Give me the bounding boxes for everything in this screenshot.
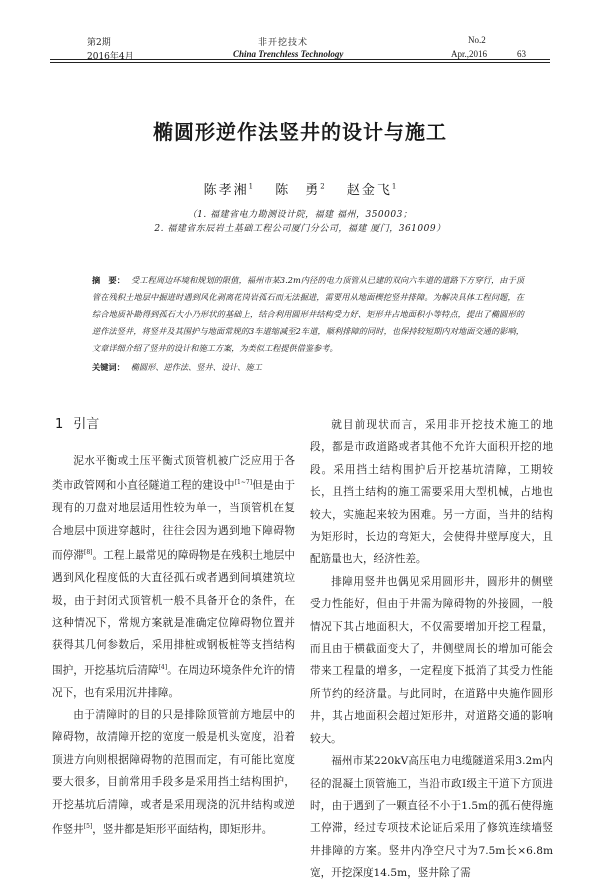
paragraph: 排障用竖井也偶见采用圆形井，圆形井的侧壁受力性能好，但由于井需为障碍物的外接圆，一般情况下其占地面积大，不仅需要增加开挖工程量，而且由于横截面变大了，井侧壁周长的增加可能会带来工程量的增多，一定程度下抵消了其受力性能所节约的经济量。与此同时，在道路中央施作圆形井，其占地面积会超过矩形井，对道路交通的影响较大。 — [310, 575, 553, 745]
citation: [1~7] — [234, 479, 253, 487]
paragraph: 就目前现状而言，采用非开挖技术施工的地段，都是市政道路或者其他不允许大面积开挖的地段。采用挡土结构围护后开挖基坑清障，工期较长，且挡土结构的施工需要采用大型机械，占地也较大，实施起来较为困难。另一方面，当井的结构为矩形时，长边的弯矩大，会使得井壁厚度大，且配筋量也大，经济性差。 — [310, 419, 553, 566]
paragraph: 福州市某220kV高压电力电缆隧道采用3.2m内径的混凝土顶管施工，当沿市政Ⅰ级主干道下方顶进时，由于遇到了一颗直径不小于1.5m的孤石使得施工停滞，经过专项技术论证后采用了修筑连续墙竖井排障的方案。竖井内净空尺寸为7.5m长×6.8m宽，开挖深度14.5m，竖井除了需 — [310, 755, 553, 880]
header-issue: 第2期 — [87, 38, 111, 48]
header-date-en: Apr.,2016 — [451, 49, 487, 59]
affiliation-1: （1. 福建省电力勘测设计院，福建 福州，350003； — [187, 210, 413, 220]
citation: [4] — [158, 663, 168, 671]
header-journal-cn: 非开挖技术 — [258, 38, 309, 48]
author-1: 陈孝湘$^1$ — [203, 182, 254, 198]
header-date: 2016年4月 — [87, 52, 134, 62]
abstract-label: 摘 要： — [92, 275, 126, 285]
header-rule-thin — [50, 62, 550, 63]
header-rule-thick — [50, 59, 550, 60]
affiliation-2: 2. 福建省东辰岩土基础工程公司厦门分公司，福建 厦门，361009） — [154, 224, 446, 234]
header-issue-en: No.2 — [468, 35, 486, 45]
paragraph: 泥水平衡或土压平衡式顶管机被广泛应用于各类市政管网和小直径隧道工程的建设中[1~7]但是由于现有的刀盘对地层适用性较为单一，当顶管机在复合地层中顶进穿越时，往往会因为遇到地下障碍物而停滞[8]。工程上最常见的障碍物是在残积土地层中遇到风化程度低的大直径孤石或者遇到间填建筑垃圾，由于封闭式顶管机一般不具备开仓的条件，在这种情况下，常规方案就是准确定位障碍物位置并获得其几何参数后，采用排桩或钢板桩等支挡结构围护，开挖基坑后清障[4]。在周边环境条件允许的情况下，也有采用沉井排障。 — [52, 455, 296, 699]
body-column-right — [310, 414, 553, 885]
keywords-text: 椭圆形、逆作法、竖井、设计、施工 — [130, 362, 262, 372]
section-title: 引言 — [73, 417, 100, 432]
header-page-number: 63 — [517, 49, 526, 59]
author-2: 陈 勇$^2$ — [275, 182, 325, 198]
section-heading — [55, 413, 99, 432]
abstract — [92, 272, 524, 357]
header-journal-en: China Trenchless Technology — [233, 49, 344, 59]
citation: [8] — [83, 549, 93, 557]
keywords — [92, 362, 524, 373]
keywords-label: 关键词： — [92, 362, 125, 372]
section-number: 1 — [55, 417, 64, 432]
abstract-text: 受工程周边环境和规划的限值，福州市某3.2m内径的电力顶管从已建的双向六车道的道路下方穿行，由于顶管在残积土地层中掘进时遇到风化剥离花岗岩孤石而无法掘进，需要用从地面楔挖竖井排障。为解决具体工程问题，在综合地质补勘得到孤石大小乃形状的基础上，结合利用圆形井结构受力好、矩形井占地面积小等特点，提出了椭圆形的逆作法竖井，将竖井及其围护与地面常规的3车道缩减至2车道，顺利排障的同时，也保持较短期内对地面交通的影响，文章详细介绍了竖井的设计和施工方案，为类似工程提供借鉴参考。 — [92, 275, 524, 353]
author-3: 赵金飞$^1$ — [346, 182, 397, 198]
citation: [5] — [83, 823, 93, 831]
paper-title: 椭圆形逆作法竖井的设计与施工 — [153, 120, 447, 144]
author-list — [0, 179, 600, 198]
body-column-left — [52, 450, 295, 841]
paragraph: 由于清障时的目的只是排除顶管前方地层中的障碍物，故清障开挖的宽度一般是机头宽度，沿着顶进方向则根据障碍物的范围而定，有可能比宽度要大很多，目前常用手段多是采用挡土结构围护，开挖基坑后清障，或者是采用现浇的沉井结构或逆作竖井[5]，竖井都是矩形平面结构，即矩形井。 — [52, 709, 295, 836]
